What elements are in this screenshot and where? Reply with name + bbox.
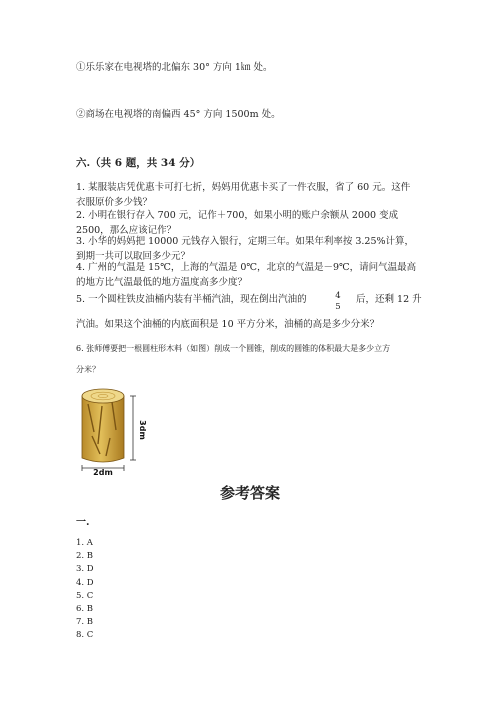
- width-label: 2dm: [93, 468, 113, 476]
- log-top-face: [82, 389, 124, 403]
- fraction-numerator: 4: [335, 291, 341, 301]
- question-6-line-1: 6. 张师傅要把一根圆柱形木料（如图）削成一个圆锥，削成的圆锥的体积最大是多少立方: [76, 344, 391, 353]
- answers-title: 参考答案: [219, 484, 280, 502]
- answers-section-1-label: 一.: [76, 517, 90, 528]
- question-3-line-2: 到期一共可以取回多少元？: [76, 251, 191, 262]
- answer-list: [76, 537, 94, 643]
- height-label: 3dm: [138, 420, 147, 440]
- section-6-heading: 六.（共 6 题，共 34 分）: [76, 157, 201, 169]
- question-4-line-1: 4. 广州的气温是 15℃，上海的气温是 0℃，北京的气温是－9℃，请问气温最高: [76, 262, 417, 273]
- sub-item-2: ②商场在电视塔的南偏西 45° 方向 1500m 处。: [76, 109, 281, 120]
- question-2-line-1: 2. 小明在银行存入 700 元，记作＋700，如果小明的账户余额从 2000 变成: [76, 210, 399, 221]
- fraction-denominator: 5: [335, 302, 341, 312]
- wooden-cylinder-figure: [78, 384, 150, 476]
- answer-item: 1. A: [76, 538, 93, 548]
- question-2-line-2: 2500，那么应该记作？: [76, 225, 177, 236]
- question-5-fraction: [333, 291, 343, 312]
- answer-item: 3. D: [76, 564, 94, 575]
- question-5-line-1b: 后，还剩 12 升: [356, 294, 422, 305]
- answer-item: 6. B: [76, 604, 94, 615]
- question-1-line-1: 1. 某服装店凭优惠卡可打七折，妈妈用优惠卡买了一件衣服，省了 60 元。这件: [76, 182, 411, 193]
- answer-item: 4. D: [76, 577, 94, 588]
- answer-item: 2. B: [76, 551, 94, 562]
- question-5-line-1a: 5. 一个圆柱铁皮油桶内装有半桶汽油，现在倒出汽油的: [76, 294, 307, 305]
- question-5-line-2: 汽油。如果这个油桶的内底面积是 10 平方分米，油桶的高是多少分米？: [76, 319, 380, 330]
- answer-item: 5. C: [76, 590, 94, 601]
- question-3-line-1: 3. 小华的妈妈把 10000 元钱存入银行，定期三年。如果年利率按 3.25%计算，: [76, 236, 415, 247]
- answer-item: 8. C: [76, 630, 94, 641]
- question-1-line-2: 衣服原价多少钱？: [76, 197, 153, 208]
- sub-item-1: ①乐乐家在电视塔的北偏东 30° 方向 1㎞ 处。: [76, 62, 273, 73]
- answer-item: 7. B: [76, 617, 94, 628]
- question-6-line-2: 分米？: [76, 365, 100, 374]
- log-body: [82, 396, 124, 462]
- question-4: [76, 260, 436, 290]
- question-1: [76, 180, 436, 210]
- question-4-line-2: 的地方比气温最低的地方温度高多少度？: [76, 277, 248, 288]
